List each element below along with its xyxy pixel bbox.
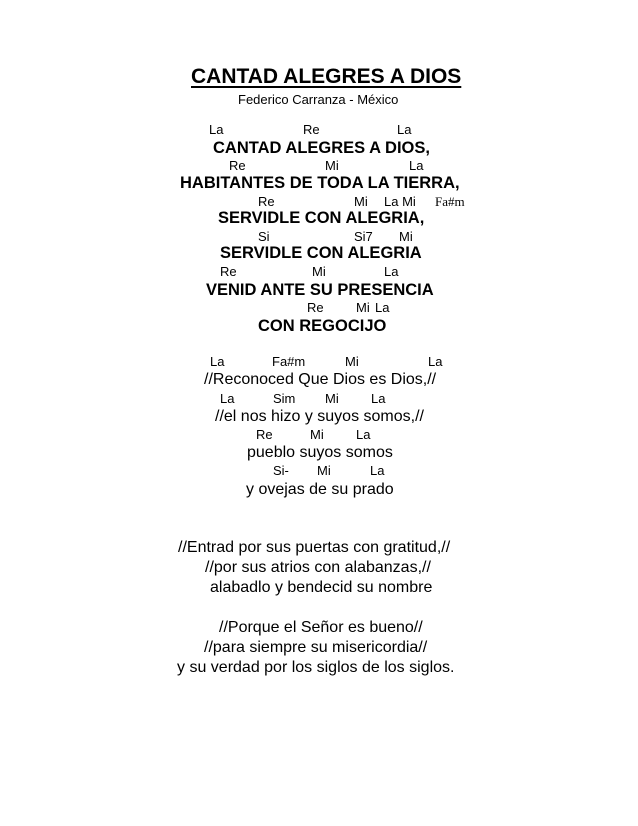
- chord: La: [210, 354, 225, 369]
- chord: Fa#m: [435, 194, 465, 209]
- lyric-line: //Porque el Señor es bueno//: [219, 619, 423, 636]
- chord: La: [220, 391, 235, 406]
- chord: Mi: [310, 427, 324, 442]
- chord: Re: [307, 300, 324, 315]
- chord: La: [397, 122, 412, 137]
- chord: La: [356, 427, 371, 442]
- lyric-line: //Entrad por sus puertas con gratitud,//: [178, 539, 451, 556]
- chord: La: [370, 463, 385, 478]
- lyric-line: SERVIDLE CON ALEGRIA: [220, 244, 422, 262]
- chord: Re: [256, 427, 273, 442]
- chord: Mi: [325, 158, 339, 173]
- lyric-line: VENID ANTE SU PRESENCIA: [206, 281, 434, 299]
- lyric-line: alabadlo y bendecid su nombre: [210, 579, 433, 596]
- chord: La Mi: [384, 194, 416, 209]
- chord: Re: [220, 264, 237, 279]
- lyric-line: y su verdad por los siglos de los siglos.: [177, 659, 455, 676]
- chord: La: [428, 354, 443, 369]
- chord: Re: [303, 122, 320, 137]
- lyric-line: SERVIDLE CON ALEGRIA,: [218, 209, 425, 227]
- chord: La: [384, 264, 399, 279]
- lyric-line: y ovejas de su prado: [246, 481, 394, 498]
- lyric-line: //Reconoced Que Dios es Dios,//: [204, 371, 437, 388]
- chord: Si7: [354, 229, 373, 244]
- lyric-line: //para siempre su misericordia//: [204, 639, 428, 656]
- lyric-line: CANTAD ALEGRES A DIOS,: [213, 139, 430, 157]
- lyric-line: CON REGOCIJO: [258, 317, 387, 335]
- chord: Mi: [345, 354, 359, 369]
- lyric-line: //el nos hizo y suyos somos,//: [215, 408, 424, 425]
- chord: La: [371, 391, 386, 406]
- chord: Fa#m: [272, 354, 306, 369]
- chord: Mi: [354, 194, 368, 209]
- chord: Sim: [273, 391, 296, 406]
- chord: Re: [229, 158, 246, 173]
- lyric-line: pueblo suyos somos: [247, 444, 393, 461]
- chord: Mi: [325, 391, 339, 406]
- chord: Mi: [317, 463, 331, 478]
- chord: Mi: [356, 300, 370, 315]
- chord: Re: [258, 194, 275, 209]
- song-author: Federico Carranza - México: [238, 92, 399, 107]
- chord: Mi: [312, 264, 326, 279]
- lyric-line: //por sus atrios con alabanzas,//: [205, 559, 431, 576]
- chord: Si-: [273, 463, 289, 478]
- lyric-line: HABITANTES DE TODA LA TIERRA,: [180, 174, 460, 192]
- chord: La: [375, 300, 390, 315]
- chord: La: [209, 122, 224, 137]
- chord: Si: [258, 229, 270, 244]
- chord: Mi: [399, 229, 413, 244]
- chord: La: [409, 158, 424, 173]
- song-title: CANTAD ALEGRES A DIOS: [191, 65, 462, 88]
